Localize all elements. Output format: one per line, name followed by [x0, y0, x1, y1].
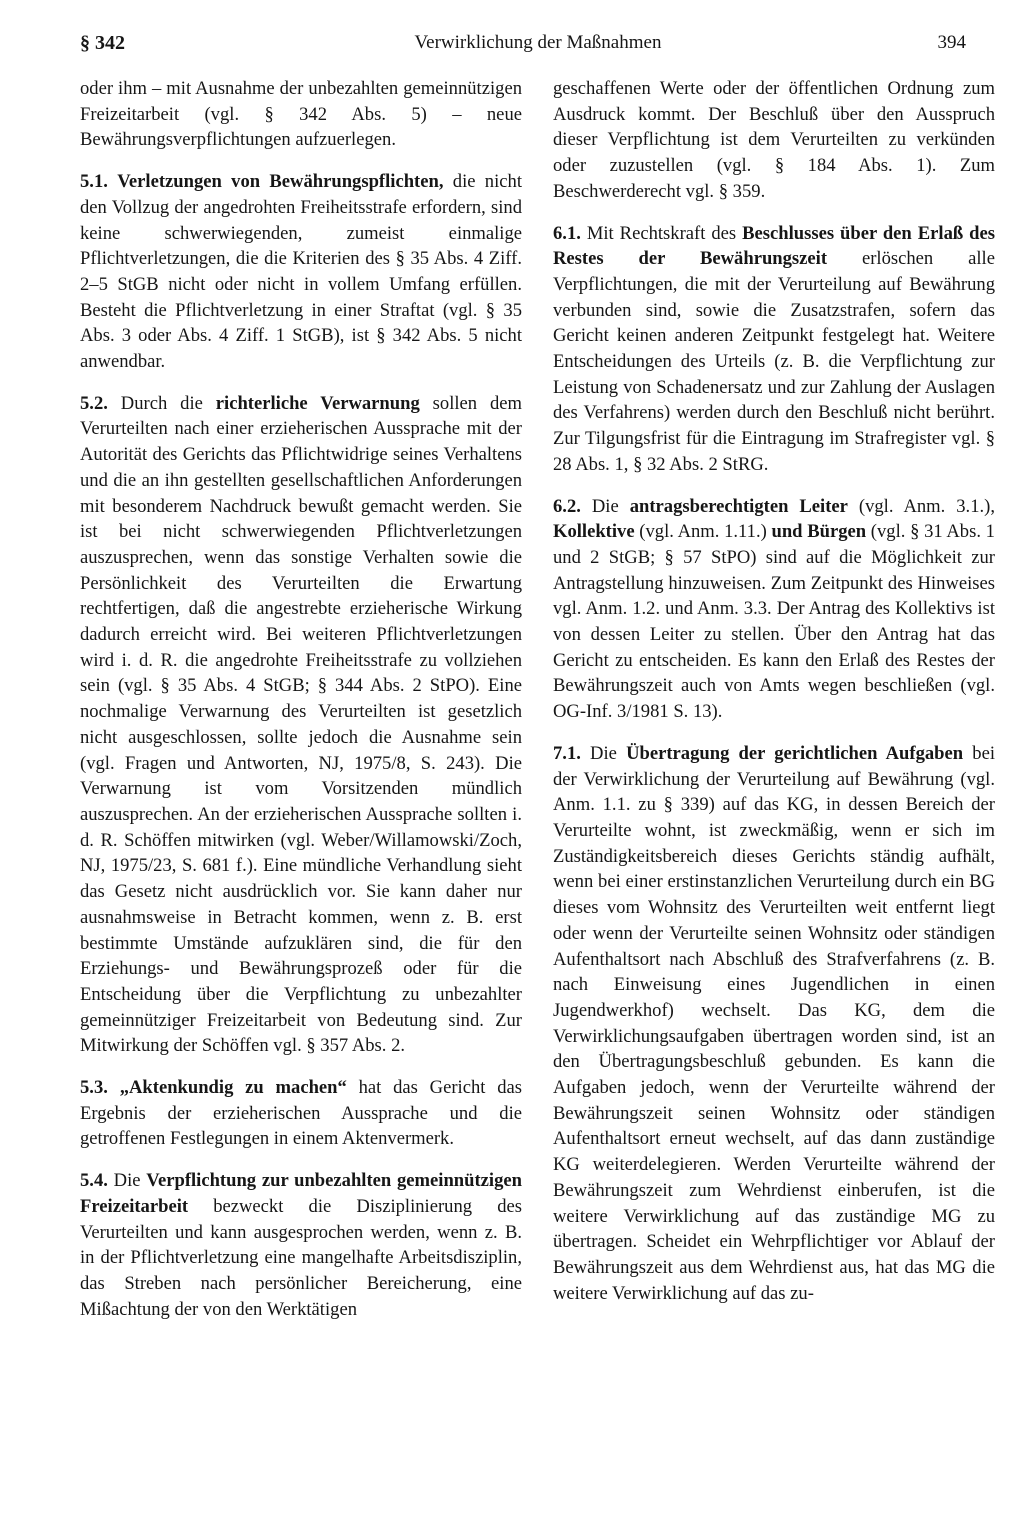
paragraph-text: (vgl. Anm. 1.11.) — [634, 521, 772, 543]
paragraph-lead: Die — [580, 495, 630, 517]
section-number: § 342 — [80, 32, 125, 54]
paragraph-heading: Kollektive — [553, 521, 635, 543]
paragraph-text: die nicht den Vollzug der angedrohten Freiheitsstrafe erfordern, sind keine schwerwiegenden, zumeist einmalige Pflichtverletzungen, die die Kriterien des § 35 Abs. 4 Ziff. 2–5 StGB nicht oder nicht in vollem Umfang erfüllen. Besteht die Pflichtverletzung in einer Straftat (vgl. § 35 Abs. 3 oder Abs. 4 Ziff. 1 StGB), ist § 342 Abs. 5 nicht anwendbar. — [80, 171, 522, 373]
left-column — [80, 76, 522, 1322]
paragraph-6-2 — [553, 494, 995, 725]
paragraph-number: 5.1. — [80, 171, 108, 193]
right-column — [553, 76, 995, 1306]
paragraph-heading: und Bürgen — [771, 521, 867, 543]
paragraph-number: 5.3. — [80, 1077, 108, 1099]
paragraph-number: 5.4. — [80, 1170, 108, 1192]
paragraph-text: hat das Gericht das Ergebnis der erzieherischen Aussprache und die getroffenen Festlegungen in einem Aktenvermerk. — [80, 1077, 523, 1150]
paragraph-6-1 — [553, 221, 995, 478]
paragraph-text: erlöschen alle Verpflichtungen, die mit der Verurteilung auf Bewährung verbunden sind, sowie die Zusatzstrafen, sofern das Gericht keinen anderen Zeitpunkt festgelegt hat. Weitere Entscheidungen des Urteils (z. B. die Verpflichtung zur Leistung von Schadenersatz und zur Zahlung der Auslagen des Verfahrens) werden durch den Beschluß nicht berührt. Zur Tilgungsfrist für die Eintragung im Strafregister vgl. § 28 Abs. 1, § 32 Abs. 2 StRG. — [553, 248, 995, 475]
paragraph-text: bezweckt die Disziplinierung des Verurteilten und kann ausgesprochen werden, wenn z. B. in der Pflichtverletzung eine mangelhafte Arbeitsdisziplin, das Streben nach persönlicher Bereicherung, eine Mißachtung der von den Werktätigen — [80, 1195, 522, 1320]
paragraph-heading: richterliche Verwarnung — [215, 392, 420, 414]
paragraph-text: (vgl. Anm. 3.1.), — [847, 495, 995, 517]
paragraph-lead: Durch die — [107, 392, 216, 414]
paragraph-lead: Die — [580, 742, 627, 764]
paragraph-number: 7.1. — [553, 742, 581, 764]
paragraph-5-4 — [80, 1168, 522, 1322]
paragraph-number: 6.1. — [553, 222, 581, 244]
paragraph-continuation: oder ihm – mit Ausnahme der unbezahlten gemeinnützigen Freizeitarbeit (vgl. § 342 Abs. 5) – neue Bewährungsverpflichtungen aufzuerlegen. — [80, 78, 522, 151]
paragraph-number: 5.2. — [80, 392, 108, 414]
paragraph-heading: Beschlusses über den Erlaß des Restes der Bewährungszeit — [553, 222, 995, 270]
paragraph-lead: Mit Rechtskraft des — [580, 222, 743, 244]
paragraph-heading: „Aktenkundig zu machen“ — [119, 1077, 347, 1099]
paragraph-text: (vgl. § 31 Abs. 1 und 2 StGB; § 57 StPO) sind auf die Möglichkeit zur Antragstellung hinzuweisen. Zum Zeitpunkt des Hinweises vgl. Anm. 1.2. und Anm. 3.3. Der Antrag des Kollektivs ist von dessen Leiter zu stellen. Über den Antrag hat das Gericht zu entscheiden. Es kann den Erlaß des Restes der Bewährungszeit auch von Amts wegen beschließen (vgl. OG-Inf. 3/1981 S. 13). — [553, 521, 995, 723]
paragraph-heading: Verletzungen von Bewährungspflichten, — [117, 171, 444, 193]
paragraph-7-1 — [553, 741, 995, 1306]
paragraph-heading: Verpflichtung zur unbezahlten gemeinnützigen Freizeitarbeit — [80, 1170, 522, 1217]
paragraph-lead: Die — [107, 1170, 147, 1192]
paragraph-5-1 — [80, 169, 522, 375]
paragraph-5-2 — [80, 391, 522, 1059]
paragraph-text: sollen dem Verurteilten nach einer erzieherischen Aussprache mit der Autorität des Gerichts das Pflichtwidrige seines Verhaltens und die an ihn gestellten gesellschaftlichen Anforderungen mit besonderem Nachdruck bewußt gemacht werden. Sie ist bei nicht schwerwiegenden Pflichtverletzungen auszusprechen, wenn das sonstige Verhalten sowie die Persönlichkeit des Verurteilten die Erwartung rechtfertigen, daß die angestrebte erzieherische Wirkung dadurch erreicht wird. Bei weiteren Pflichtverletzungen wird i. d. R. die angedrohte Freiheitsstrafe zu vollziehen sein (vgl. § 35 Abs. 4 StGB; § 344 Abs. 2 StPO). Eine nochmalige Verwarnung des Verurteilten ist gesetzlich nicht ausgeschlossen, sollte jedoch die Ausnahme sein (vgl. Fragen und Antworten, NJ, 1975/8, S. 243). Die Verwarnung ist vom Vorsitzenden mündlich auszusprechen. An der erzieherischen Aussprache sollten i. d. R. Schöffen mitwirken (vgl. Weber/Willamowski/Zoch, NJ, 1975/23, S. 681 f.). Eine mündliche Verhandlung sieht das Gesetz nicht ausdrücklich vor. Sie kann daher nur ausnahmsweise in Betracht kommen, wenn z. B. erst bestimmte Umstände aufzuklären sind, die für den Erziehungs- und Bewährungsprozeß oder für die Entscheidung über die Verpflichtung zu unbezahlter gemeinnütziger Freizeitarbeit von Bedeutung sind. Zur Mitwirkung der Schöffen vgl. § 357 Abs. 2. — [80, 392, 522, 1057]
paragraph-heading: Übertragung der gerichtlichen Aufgaben — [626, 742, 964, 764]
paragraph-number: 6.2. — [553, 495, 581, 517]
running-title: Verwirklichung der Maßnahmen — [414, 32, 662, 53]
running-header — [80, 28, 966, 58]
paragraph-text: bei der Verwirklichung der Verurteilung auf Bewährung (vgl. Anm. 1.1. zu § 339) auf das KG, in dessen Bereich der Verurteilte wohnt, ist zweckmäßig, wenn er sich im Zuständigkeitsbereich dieses Gerichts ständig aufhält, wenn bei einer erstinstanzlichen Verurteilung durch ein BG dieses vom Wohnsitz des Verurteilten weit entfernt liegt oder wenn der Verurteilte seinen Wohnsitz oder ständigen Aufenthaltsort nach Abschluß des Strafverfahrens (z. B. nach Einweisung eines Jugendlichen in einen Jugendwerkhof) wechselt. Das KG, dem die Verwirklichungsaufgaben übertragen worden sind, ist an den Übertragungsbeschluß gebunden. Es kann die Aufgaben jedoch, wenn der Verurteilte während der Bewährungszeit seinen Wohnsitz oder ständigen Aufenthaltsort erneut wechselt, auf das dann zuständige KG weiterdelegieren. Werden Verurteilte während der Bewährungszeit zum Wehrdienst einberufen, ist die weitere Verwirklichung auf das zuständige MG zu übertragen. Scheidet ein Wehrpflichtiger vor Ablauf der Bewährungszeit aus dem Wehrdienst aus, hat das MG die weitere Verwirklichung auf das zu- — [553, 742, 995, 1304]
paragraph-5-3 — [80, 1075, 522, 1152]
paragraph-heading: antragsberechtigten Leiter — [629, 495, 848, 517]
paragraph-continuation: geschaffenen Werte oder der öffentlichen Ordnung zum Ausdruck kommt. Der Beschluß über den Ausspruch dieser Verpflichtung ist dem Verurteilten zu verkünden oder zuzustellen (vgl. § 184 Abs. 1). Zum Beschwerderecht vgl. § 359. — [553, 78, 995, 202]
page-number: 394 — [937, 32, 966, 53]
